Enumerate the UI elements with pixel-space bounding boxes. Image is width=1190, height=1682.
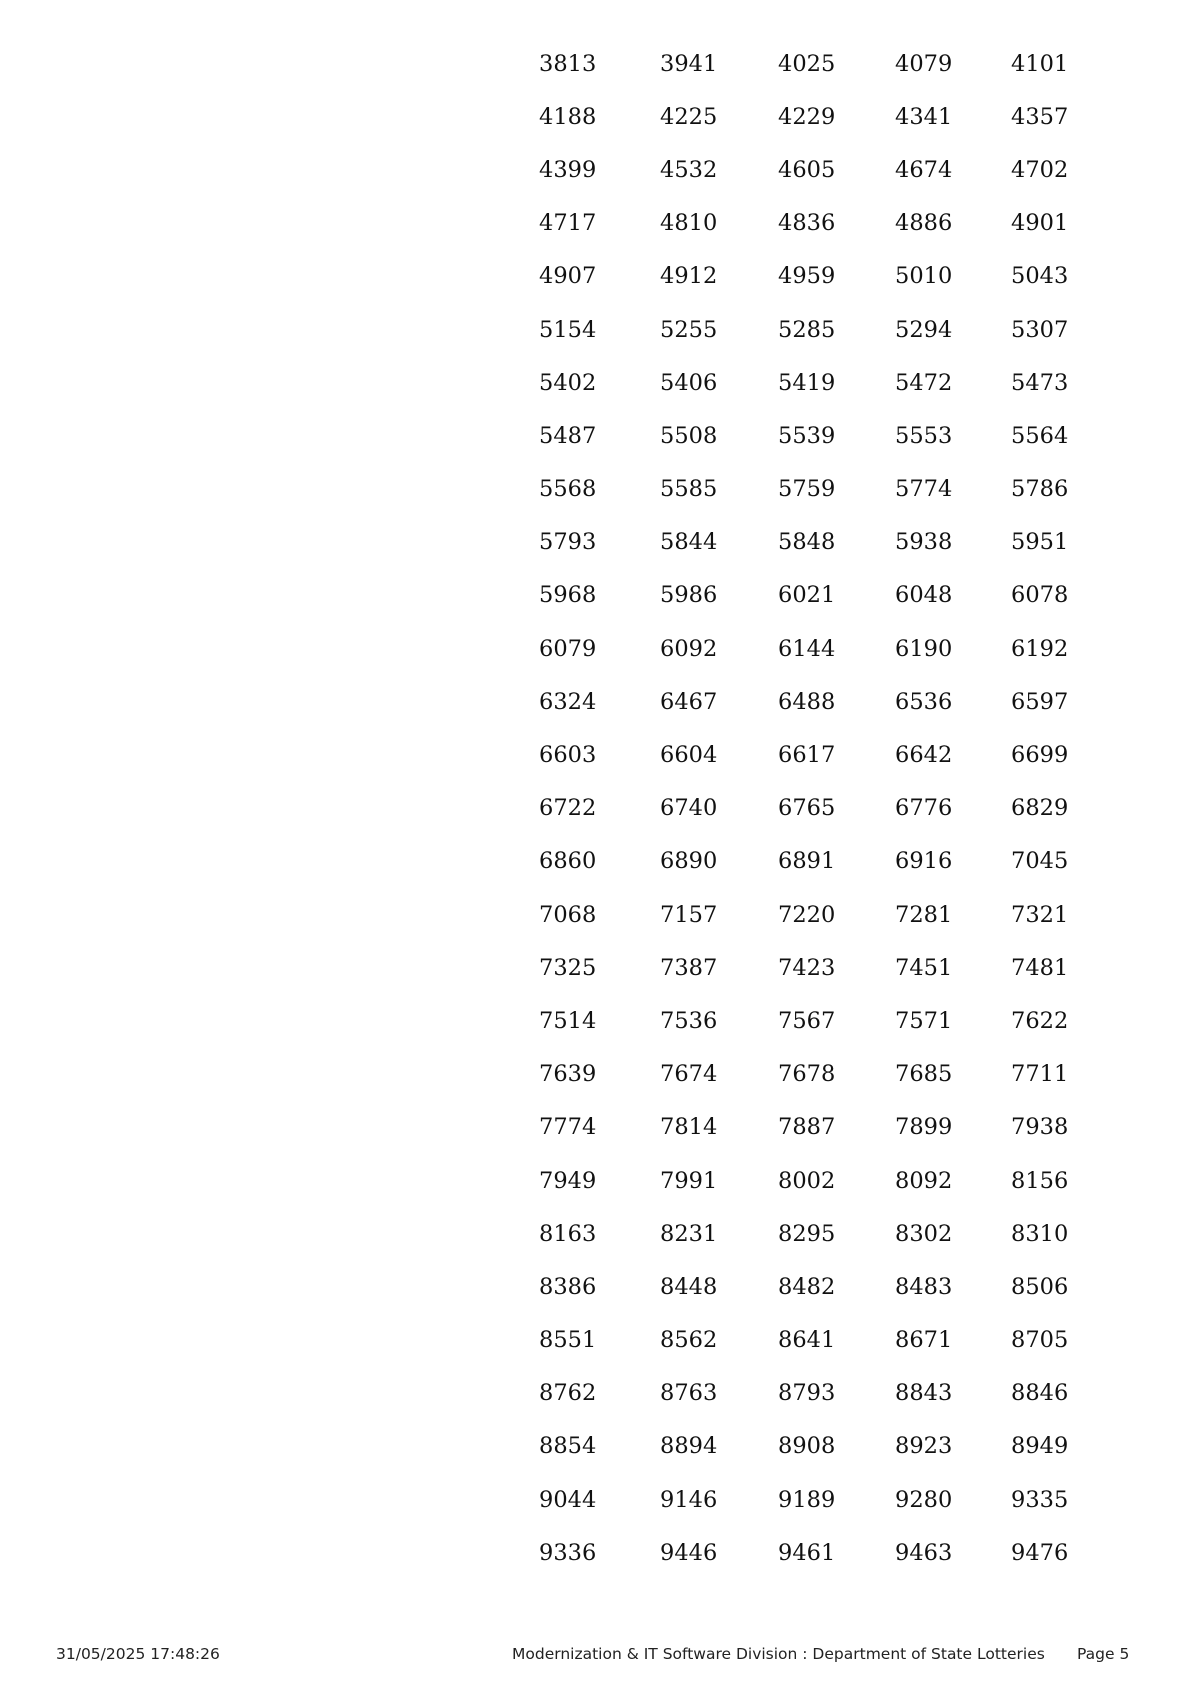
number-cell: 8302	[895, 1220, 953, 1247]
number-cell: 6699	[1011, 742, 1069, 769]
number-cell: 6722	[539, 795, 597, 822]
number-cell: 4717	[539, 210, 597, 237]
number-cell: 8483	[895, 1273, 953, 1300]
number-cell: 6092	[660, 635, 718, 662]
number-cell: 5759	[778, 476, 836, 503]
number-cell: 4225	[660, 103, 718, 130]
number-cell: 8231	[660, 1220, 718, 1247]
number-cell: 6079	[539, 635, 597, 662]
number-cell: 7814	[660, 1114, 718, 1141]
number-cell: 8854	[539, 1433, 597, 1460]
number-cell: 4229	[778, 103, 836, 130]
number-cell: 5774	[895, 476, 953, 503]
number-cell: 5487	[539, 422, 597, 449]
number-cell: 7899	[895, 1114, 953, 1141]
number-cell: 9280	[895, 1486, 953, 1513]
number-cell: 5473	[1011, 369, 1069, 396]
number-cell: 7325	[539, 954, 597, 981]
number-cell: 9146	[660, 1486, 718, 1513]
number-cell: 4188	[539, 103, 597, 130]
number-cell: 7514	[539, 1007, 597, 1034]
number-cell: 8843	[895, 1380, 953, 1407]
number-cell: 9189	[778, 1486, 836, 1513]
number-cell: 7567	[778, 1007, 836, 1034]
number-cell: 5793	[539, 529, 597, 556]
number-cell: 5154	[539, 316, 597, 343]
number-cell: 6765	[778, 795, 836, 822]
number-cell: 8551	[539, 1327, 597, 1354]
number-cell: 6829	[1011, 795, 1069, 822]
number-cell: 4357	[1011, 103, 1069, 130]
number-cell: 6776	[895, 795, 953, 822]
number-cell: 8482	[778, 1273, 836, 1300]
number-cell: 5951	[1011, 529, 1069, 556]
number-cell: 5938	[895, 529, 953, 556]
number-cell: 8763	[660, 1380, 718, 1407]
number-cell: 4907	[539, 263, 597, 290]
number-cell: 8506	[1011, 1273, 1069, 1300]
number-cell: 7639	[539, 1061, 597, 1088]
number-cell: 4901	[1011, 210, 1069, 237]
number-cell: 6467	[660, 688, 718, 715]
number-cell: 4674	[895, 156, 953, 183]
number-cell: 5539	[778, 422, 836, 449]
number-cell: 5285	[778, 316, 836, 343]
number-cell: 7281	[895, 901, 953, 928]
number-cell: 8641	[778, 1327, 836, 1354]
number-cell: 6144	[778, 635, 836, 662]
number-cell: 8562	[660, 1327, 718, 1354]
number-cell: 5585	[660, 476, 718, 503]
number-cell: 4399	[539, 156, 597, 183]
number-cell: 5844	[660, 529, 718, 556]
number-cell: 5043	[1011, 263, 1069, 290]
number-cell: 7674	[660, 1061, 718, 1088]
page-footer	[0, 1645, 1190, 1667]
number-cell: 8923	[895, 1433, 953, 1460]
number-cell: 6536	[895, 688, 953, 715]
number-cell: 8163	[539, 1220, 597, 1247]
number-cell: 5968	[539, 582, 597, 609]
number-cell: 6740	[660, 795, 718, 822]
number-cell: 6604	[660, 742, 718, 769]
number-cell: 7622	[1011, 1007, 1069, 1034]
number-cell: 7711	[1011, 1061, 1069, 1088]
number-cell: 4886	[895, 210, 953, 237]
number-cell: 7157	[660, 901, 718, 928]
number-cell: 8002	[778, 1167, 836, 1194]
number-cell: 5472	[895, 369, 953, 396]
number-cell: 4605	[778, 156, 836, 183]
number-cell: 8762	[539, 1380, 597, 1407]
number-cell: 4959	[778, 263, 836, 290]
number-cell: 8846	[1011, 1380, 1069, 1407]
number-cell: 9446	[660, 1539, 718, 1566]
number-cell: 9336	[539, 1539, 597, 1566]
number-cell: 5986	[660, 582, 718, 609]
number-cell: 6603	[539, 742, 597, 769]
number-cell: 5294	[895, 316, 953, 343]
number-cell: 7451	[895, 954, 953, 981]
number-cell: 7991	[660, 1167, 718, 1194]
number-cell: 9476	[1011, 1539, 1069, 1566]
number-cell: 7220	[778, 901, 836, 928]
number-cell: 8705	[1011, 1327, 1069, 1354]
number-cell: 4836	[778, 210, 836, 237]
number-cell: 5406	[660, 369, 718, 396]
number-cell: 9044	[539, 1486, 597, 1513]
number-cell: 5553	[895, 422, 953, 449]
number-cell: 7387	[660, 954, 718, 981]
number-cell: 6078	[1011, 582, 1069, 609]
number-cell: 8793	[778, 1380, 836, 1407]
number-cell: 5848	[778, 529, 836, 556]
number-cell: 7068	[539, 901, 597, 928]
number-cell: 5010	[895, 263, 953, 290]
number-cell: 5255	[660, 316, 718, 343]
number-cell: 3941	[660, 50, 718, 77]
number-cell: 7949	[539, 1167, 597, 1194]
number-cell: 6192	[1011, 635, 1069, 662]
number-cell: 5786	[1011, 476, 1069, 503]
number-cell: 9335	[1011, 1486, 1069, 1513]
number-cell: 8386	[539, 1273, 597, 1300]
number-cell: 6324	[539, 688, 597, 715]
number-cell: 8310	[1011, 1220, 1069, 1247]
number-cell: 5419	[778, 369, 836, 396]
number-cell: 9461	[778, 1539, 836, 1566]
number-cell: 7887	[778, 1114, 836, 1141]
number-cell: 6617	[778, 742, 836, 769]
number-cell: 5568	[539, 476, 597, 503]
number-cell: 6488	[778, 688, 836, 715]
number-cell: 9463	[895, 1539, 953, 1566]
number-cell: 4810	[660, 210, 718, 237]
number-cell: 6190	[895, 635, 953, 662]
number-cell: 4101	[1011, 50, 1069, 77]
number-cell: 7321	[1011, 901, 1069, 928]
number-cell: 5402	[539, 369, 597, 396]
number-cell: 7774	[539, 1114, 597, 1141]
number-cell: 7571	[895, 1007, 953, 1034]
number-cell: 8092	[895, 1167, 953, 1194]
number-cell: 8894	[660, 1433, 718, 1460]
number-cell: 5307	[1011, 316, 1069, 343]
number-cell: 6597	[1011, 688, 1069, 715]
number-cell: 4079	[895, 50, 953, 77]
winning-numbers-grid	[507, 37, 1069, 1579]
footer-division: Modernization & IT Software Division : Department of State Lotteries	[512, 1645, 1045, 1663]
number-cell: 7481	[1011, 954, 1069, 981]
number-cell: 7045	[1011, 848, 1069, 875]
number-cell: 6048	[895, 582, 953, 609]
footer-page-number: Page 5	[1077, 1645, 1130, 1663]
number-cell: 4025	[778, 50, 836, 77]
number-cell: 7685	[895, 1061, 953, 1088]
number-cell: 7678	[778, 1061, 836, 1088]
number-cell: 6891	[778, 848, 836, 875]
number-cell: 8448	[660, 1273, 718, 1300]
number-cell: 7536	[660, 1007, 718, 1034]
number-cell: 7938	[1011, 1114, 1069, 1141]
number-cell: 6860	[539, 848, 597, 875]
number-cell: 6642	[895, 742, 953, 769]
number-cell: 8908	[778, 1433, 836, 1460]
number-cell: 5508	[660, 422, 718, 449]
number-cell: 4912	[660, 263, 718, 290]
number-cell: 8295	[778, 1220, 836, 1247]
number-cell: 4702	[1011, 156, 1069, 183]
number-cell: 7423	[778, 954, 836, 981]
number-cell: 6890	[660, 848, 718, 875]
number-cell: 5564	[1011, 422, 1069, 449]
number-cell: 8156	[1011, 1167, 1069, 1194]
number-cell: 4532	[660, 156, 718, 183]
number-cell: 8949	[1011, 1433, 1069, 1460]
number-cell: 3813	[539, 50, 597, 77]
footer-datetime: 31/05/2025 17:48:26	[56, 1645, 220, 1663]
number-cell: 6021	[778, 582, 836, 609]
number-cell: 4341	[895, 103, 953, 130]
number-cell: 8671	[895, 1327, 953, 1354]
number-cell: 6916	[895, 848, 953, 875]
